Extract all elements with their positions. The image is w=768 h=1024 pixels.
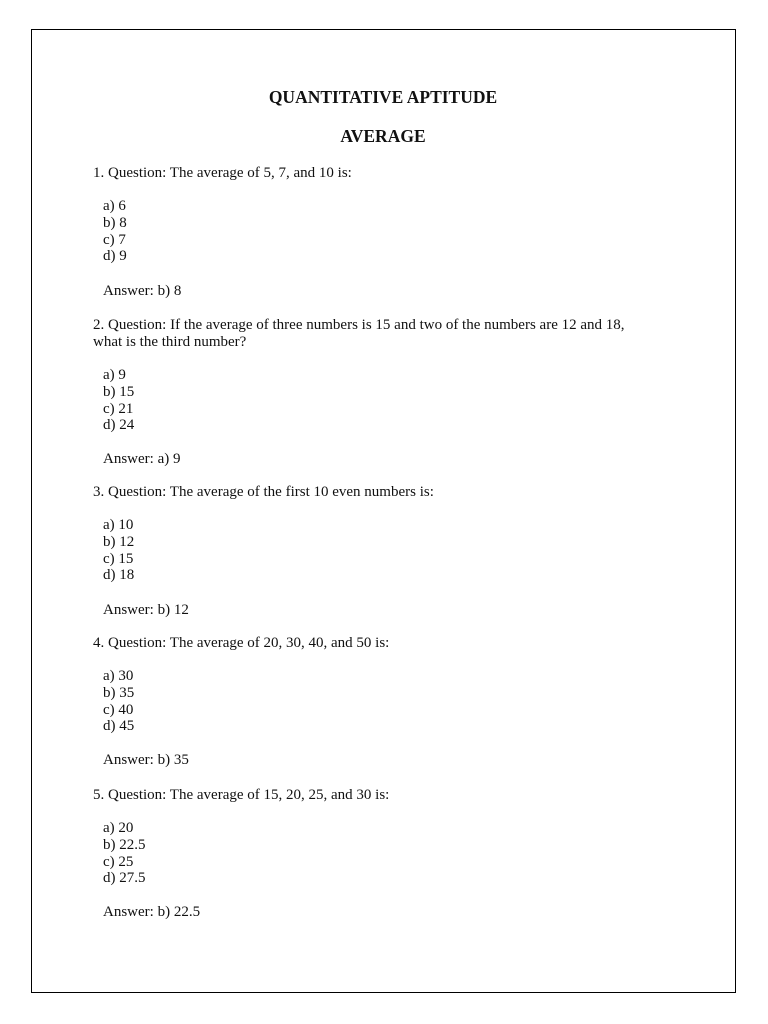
option: b) 12 <box>103 533 135 550</box>
question-5-text: 5. Question: The average of 15, 20, 25, and 30 is: <box>93 787 390 803</box>
question-5-answer: Answer: b) 22.5 <box>103 904 201 920</box>
option: a) 9 <box>103 367 126 383</box>
question-2-text: 2. Question: If the average of three numbers is 15 and two of the numbers are 12 and 18, what is the third number? <box>93 317 625 350</box>
option: a) 30 <box>103 668 134 684</box>
option: a) 10 <box>103 517 134 533</box>
option: a) 20 <box>103 820 134 836</box>
question-1-options <box>103 198 127 265</box>
question-3-text: 3. Question: The average of the first 10 even numbers is: <box>93 484 434 500</box>
option: c) 7 <box>103 231 126 248</box>
question-1-answer: Answer: b) 8 <box>103 283 182 299</box>
option: a) 6 <box>103 198 126 214</box>
document-title: QUANTITATIVE APTITUDE <box>268 87 498 107</box>
option: b) 15 <box>103 383 135 400</box>
option: c) 25 <box>103 853 134 870</box>
option: d) 45 <box>103 718 135 735</box>
option: d) 27.5 <box>103 870 146 887</box>
document-subtitle: AVERAGE <box>340 126 426 146</box>
option: c) 15 <box>103 550 134 567</box>
question-4-answer: Answer: b) 35 <box>103 752 189 768</box>
question-4-options <box>103 668 134 735</box>
option: c) 21 <box>103 400 134 417</box>
question-3-answer: Answer: b) 12 <box>103 602 189 618</box>
question-4-text: 4. Question: The average of 20, 30, 40, and 50 is: <box>93 635 390 651</box>
question-5-options <box>103 820 146 887</box>
option: b) 35 <box>103 684 135 701</box>
option: b) 22.5 <box>103 836 146 853</box>
option: c) 40 <box>103 701 134 718</box>
option: d) 9 <box>103 248 127 265</box>
question-1-text: 1. Question: The average of 5, 7, and 10 is: <box>93 165 352 181</box>
option: d) 24 <box>103 417 135 434</box>
question-2-answer: Answer: a) 9 <box>103 451 181 467</box>
question-3-options <box>103 517 134 584</box>
option: b) 8 <box>103 214 127 231</box>
option: d) 18 <box>103 567 135 584</box>
question-2-options <box>103 367 134 434</box>
